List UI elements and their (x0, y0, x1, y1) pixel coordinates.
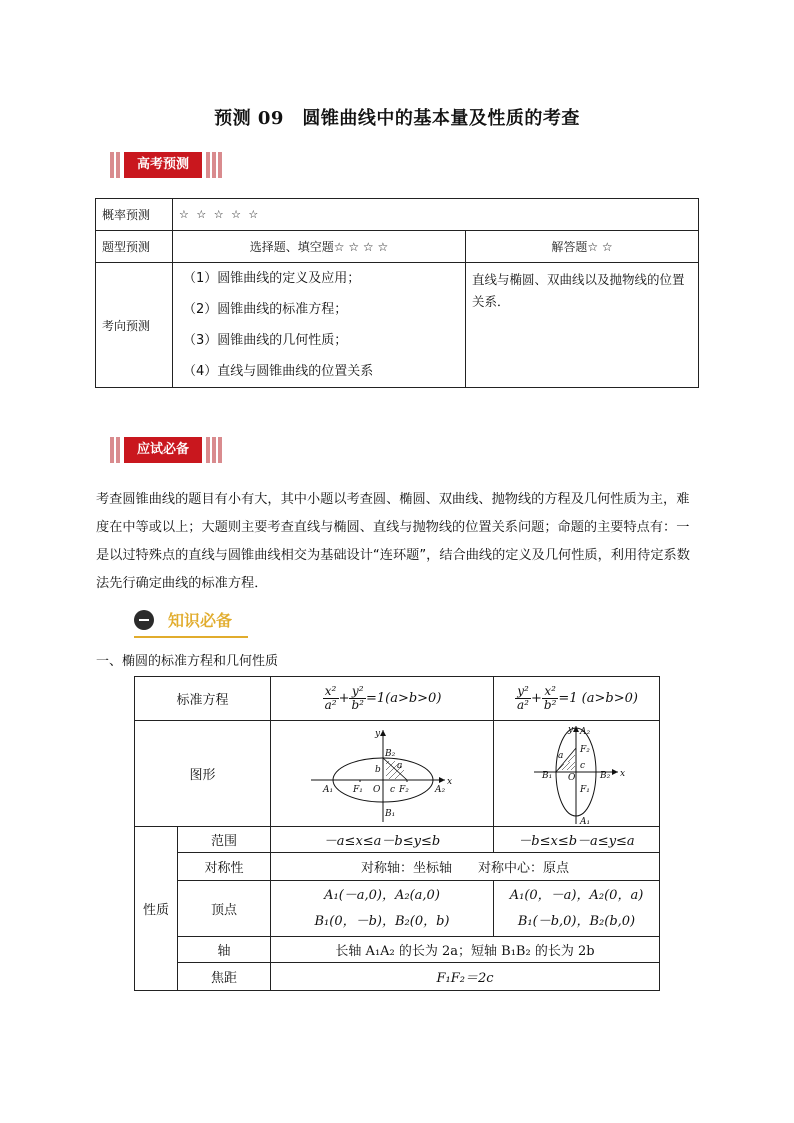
vertex-line: B₁(－b,0)，B₂(b,0) (517, 913, 636, 929)
question-type-choice: 选择题、填空题☆ ☆ ☆ ☆ (173, 231, 466, 263)
direction-item: （3）圆锥曲线的几何性质； (183, 333, 348, 348)
frac-num: y² (349, 685, 366, 699)
frac-den: a² (517, 698, 529, 712)
direction-item: （2）圆锥曲线的标准方程； (183, 302, 348, 317)
direction-label: 考向预测 (96, 263, 173, 388)
banner-label: 高考预测 (124, 152, 202, 178)
label-x: x (447, 776, 453, 787)
label-c: c (580, 760, 586, 771)
axis-label: 轴 (178, 937, 271, 963)
label-F1: F₁ (353, 784, 363, 795)
minus-circle-icon (134, 610, 154, 630)
vertex-line: B₁(0，－b)，B₂(0，b) (314, 913, 450, 929)
ellipse-table (134, 676, 660, 991)
label-F2: F₂ (399, 784, 409, 795)
label-c: c (390, 784, 396, 795)
direction-list (173, 263, 466, 388)
focal-value: F₁F₂＝2c (271, 963, 660, 991)
graph-horizontal (271, 721, 494, 827)
direction-item: （4）直线与圆锥曲线的位置关系 (183, 364, 374, 379)
question-type-label: 题型预测 (96, 231, 173, 263)
label-a: a (558, 750, 564, 761)
forecast-table (95, 198, 699, 388)
label-b: b (375, 764, 381, 775)
range-label: 范围 (178, 827, 271, 853)
eq-tail: =1(a>b>0) (365, 691, 442, 706)
section-banner-forecast (110, 152, 230, 178)
range-horizontal: －a≤x≤a－b≤y≤b (271, 827, 494, 853)
label-y: y (375, 728, 381, 739)
frac-den: a² (324, 698, 337, 712)
vertex-vertical (494, 881, 660, 937)
label-F2: F₂ (580, 744, 590, 755)
label-B2: B₂ (385, 748, 396, 759)
range-vertical: －b≤x≤b－a≤y≤a (494, 827, 660, 853)
std-eq-horizontal: $\frac{\text{x²}}{\text{a²}}$ + $\frac{\text{y²}}{\text{b²}}$ =1(a>b>0) (271, 677, 494, 721)
label-A1: A₁ (323, 784, 334, 795)
ellipse-subheading: 一、椭圆的标准方程和几何性质 (96, 654, 279, 669)
label-O: O (568, 772, 576, 783)
properties-label: 性质 (135, 827, 178, 991)
direction-right: 直线与椭圆、双曲线以及抛物线的位置关系． (466, 263, 699, 388)
label-B1: B₁ (385, 808, 396, 819)
std-eq-label: 标准方程 (135, 677, 271, 721)
label-y: y (568, 724, 574, 735)
symmetry-label: 对称性 (178, 853, 271, 881)
std-eq-vertical: $\frac{\text{y²}}{\text{a²}}$ + $\frac{\text{x²}}{\text{b²}}$ =1 (a>b>0) (494, 677, 660, 721)
label-B2: B₂ (600, 770, 611, 781)
direction-item: （1）圆锥曲线的定义及应用； (183, 271, 361, 286)
probability-label: 概率预测 (96, 199, 173, 231)
symmetry-value: 对称轴：坐标轴 对称中心：原点 (271, 853, 660, 881)
knowledge-heading-text: 知识必备 (168, 611, 233, 630)
frac-num: x² (323, 685, 339, 699)
graph-vertical (494, 721, 660, 827)
label-A2: A₂ (435, 784, 446, 795)
vertex-horizontal (271, 881, 494, 937)
frac-den: b² (351, 698, 364, 712)
vertex-line: A₁(0，－a)，A₂(0，a) (509, 887, 644, 903)
graph-label: 图形 (135, 721, 271, 827)
frac-num: y² (515, 685, 531, 699)
label-a: a (397, 760, 403, 771)
intro-paragraph: 考查圆锥曲线的题目有小有大，其中小题以考查圆、椭圆、双曲线、抛物线的方程及几何性质为主，难度在中等或以上；大题则主要考查直线与椭圆、直线与抛物线的位置关系问题；命题的主要特点有：一是以过特殊点的直线与圆锥曲线相交为基础设计“连环题”，结合曲线的定义及几何性质，利用待定系数法先行确定曲线的标准方程． (96, 492, 690, 591)
focal-label: 焦距 (178, 963, 271, 991)
label-A1: A₁ (580, 816, 591, 826)
label-x: x (620, 768, 626, 779)
probability-stars: ☆ ☆ ☆ ☆ ☆ (173, 199, 699, 231)
vertex-label: 顶点 (178, 881, 271, 937)
vertex-line: A₁(－a,0)，A₂(a,0) (324, 887, 440, 903)
page-title: 预测 09 圆锥曲线中的基本量及性质的考查 (214, 108, 580, 129)
label-B1: B₁ (542, 770, 553, 781)
banner-label: 应试必备 (124, 437, 202, 463)
question-type-solve: 解答题☆ ☆ (466, 231, 699, 263)
eq-tail: =1 (a>b>0) (558, 691, 638, 706)
label-O: O (373, 784, 381, 795)
section-banner-essentials (110, 437, 230, 463)
frac-den: b² (543, 698, 557, 712)
ellipse-vertical-figure (494, 722, 658, 826)
label-F1: F₁ (580, 784, 590, 795)
label-A2: A₂ (580, 726, 591, 737)
ellipse-horizontal-figure (271, 722, 481, 826)
frac-num: x² (542, 685, 559, 699)
axis-value: 长轴 A₁A₂ 的长为 2a；短轴 B₁B₂ 的长为 2b (271, 937, 660, 963)
